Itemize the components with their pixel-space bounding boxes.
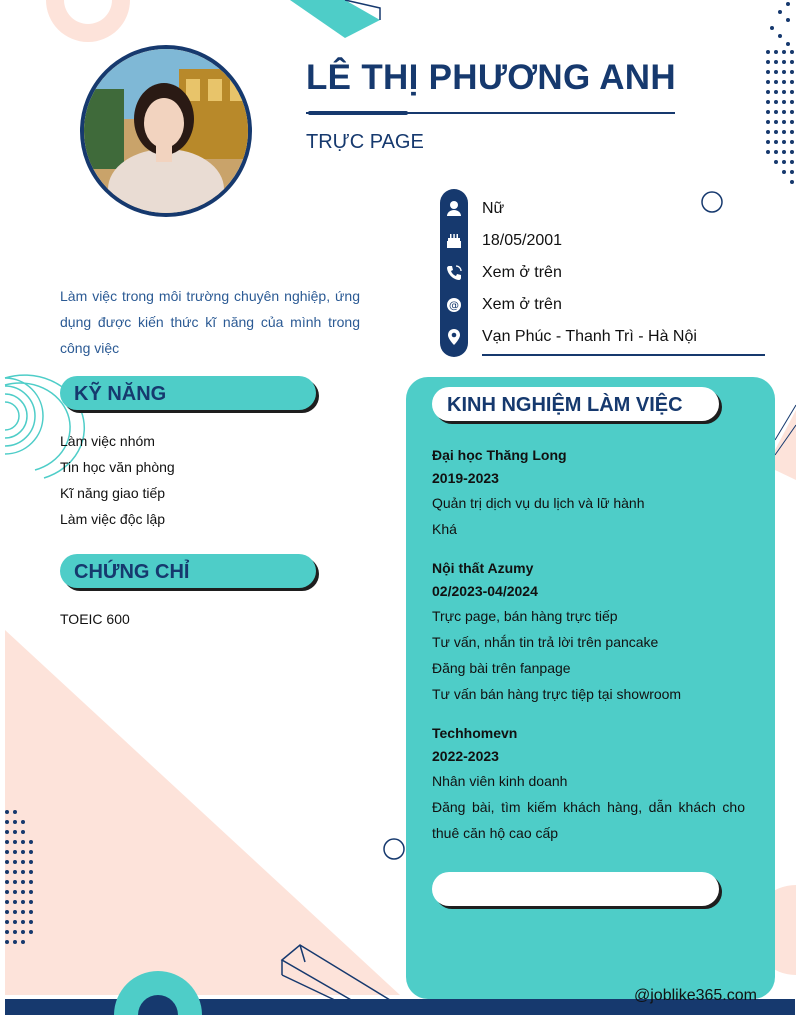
- experience-detail: Khá: [432, 521, 457, 537]
- experience-organization: Nội thất Azumy: [432, 560, 534, 576]
- skills-heading: [60, 376, 316, 410]
- birthday-cake-icon: [444, 231, 464, 251]
- watermark: @joblike365.com: [634, 987, 757, 1004]
- location-pin-icon: [444, 327, 464, 347]
- gender-value: Nữ: [482, 200, 505, 217]
- experience-period: 2019-2023: [432, 470, 499, 486]
- skill-item: Làm việc độc lập: [60, 511, 166, 527]
- career-objective: Làm việc trong môi trường chuyên nghiệp, ứng dụng được kiến thức kĩ năng của mình trong công việc: [60, 288, 360, 356]
- birthdate-value: 18/05/2001: [482, 232, 563, 249]
- experience-detail: Tư vấn, nhắn tin trả lời trên pancake: [432, 634, 659, 650]
- experience-organization: Đại học Thăng Long: [432, 447, 567, 463]
- experience-detail: Đăng bài trên fanpage: [432, 660, 571, 676]
- experience-heading: [432, 387, 719, 421]
- phone-icon: [444, 263, 464, 283]
- certificates-heading-text: CHỨNG CHỈ: [74, 561, 190, 583]
- experience-period: 02/2023-04/2024: [432, 583, 538, 599]
- certificate-item: TOEIC 600: [60, 611, 130, 627]
- skills-heading-text: KỸ NĂNG: [74, 383, 167, 405]
- job-position: TRỰC PAGE: [306, 131, 424, 153]
- name-underline: [306, 112, 675, 114]
- email-value: Xem ở trên: [482, 296, 562, 313]
- email-at-icon: [444, 295, 464, 315]
- experience-detail: Quản trị dịch vụ du lịch và lữ hành: [432, 495, 645, 511]
- skill-item: Làm việc nhóm: [60, 433, 155, 449]
- experience-organization: Techhomevn: [432, 725, 518, 741]
- empty-section-pill: [432, 872, 719, 906]
- profile-photo: [80, 45, 252, 217]
- svg-text:@: @: [449, 300, 459, 312]
- skill-item: Kĩ năng giao tiếp: [60, 485, 166, 501]
- address-value: Vạn Phúc - Thanh Trì - Hà Nội: [482, 328, 697, 345]
- phone-value: Xem ở trên: [482, 264, 562, 281]
- experience-detail: Đăng bài, tìm kiếm khách hàng, dẫn khách cho thuê căn hộ cao cấp: [432, 799, 745, 841]
- experience-period: 2022-2023: [432, 748, 499, 764]
- person-icon: [444, 199, 464, 219]
- experience-detail: Tư vấn bán hàng trực tiệp tại showroom: [432, 686, 682, 702]
- experience-heading-text: KINH NGHIỆM LÀM VIỆC: [447, 394, 683, 416]
- experience-detail: Trực page, bán hàng trực tiếp: [432, 608, 618, 624]
- certificates-heading: [60, 554, 316, 588]
- skill-item: Tin học văn phòng: [60, 459, 175, 475]
- candidate-name: LÊ THỊ PHƯƠNG ANH: [306, 58, 676, 97]
- experience-detail: Nhân viên kinh doanh: [432, 773, 568, 789]
- info-underline: [482, 354, 765, 356]
